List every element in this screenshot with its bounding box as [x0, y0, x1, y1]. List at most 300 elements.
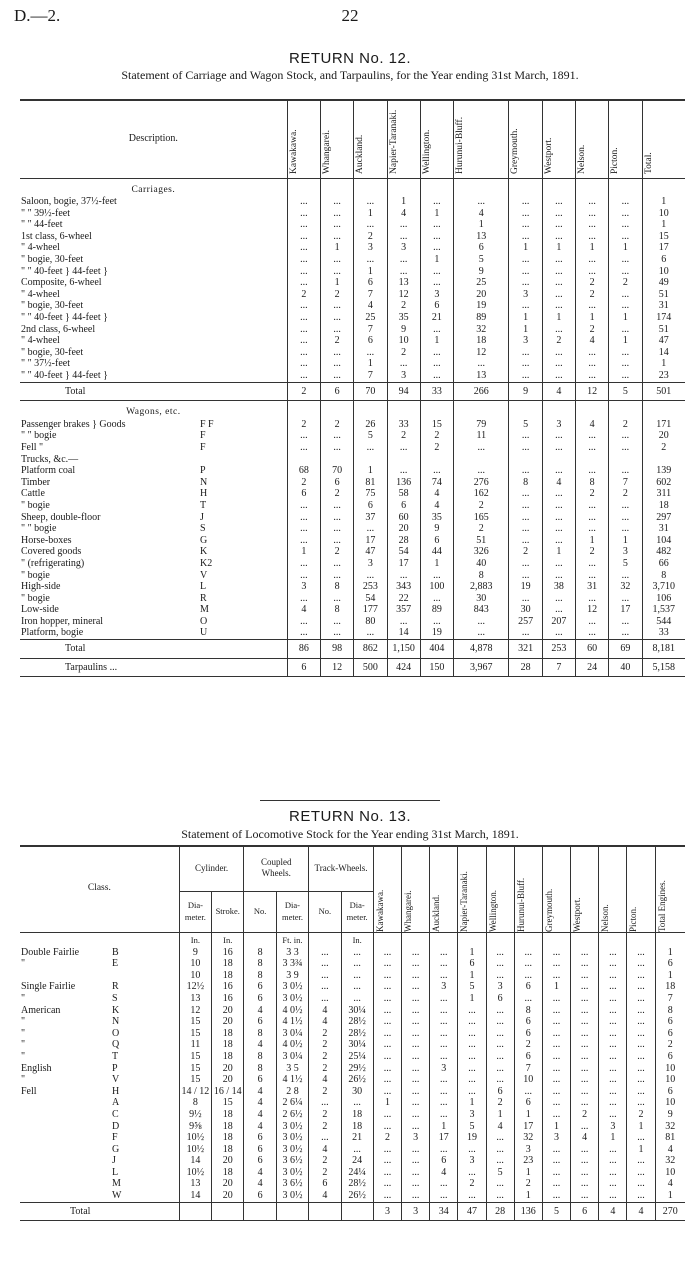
row-value: 2 [627, 1109, 655, 1121]
row-label: Trucks, &c.— [21, 453, 79, 465]
spec-cn: 8 [244, 958, 276, 970]
spec-cd: 15 [179, 1016, 211, 1028]
row-value: 6 [420, 300, 453, 312]
spacer-cell [320, 178, 353, 196]
class-letter: T [112, 1050, 119, 1062]
document-reference: D.—2. [14, 6, 61, 25]
row-value: ... [454, 358, 509, 370]
cyl-diameter-header: Dia-meter. [179, 891, 211, 932]
row-value: 23 [642, 370, 685, 382]
spec-tn: ... [309, 981, 341, 993]
column-header-label: Nelson. [600, 904, 611, 932]
row-value: 2 [420, 442, 453, 454]
row-value: ... [402, 1086, 430, 1098]
total-row [20, 1202, 685, 1221]
row-value: 49 [642, 277, 685, 289]
row-value: ... [571, 1121, 599, 1133]
table-row [20, 570, 685, 582]
row-value: 3 [354, 558, 387, 570]
row-value: 326 [454, 546, 509, 558]
spec-cw: 4 1½ [276, 1016, 308, 1028]
spec-tw: ... [341, 993, 373, 1005]
spec-cs: 20 [212, 1005, 244, 1017]
row-value: ... [430, 1097, 458, 1109]
spacer-cell [542, 933, 570, 947]
row-value: 8 [642, 570, 685, 582]
total-value: 12 [320, 658, 353, 677]
row-value: ... [387, 570, 420, 582]
row-value: ... [430, 1005, 458, 1017]
spacer-cell [599, 933, 627, 947]
spec-tn: 4 [309, 1144, 341, 1156]
track-wheels-header: Track-Wheels. [309, 846, 374, 891]
total-value: 7 [542, 658, 575, 677]
row-value: ... [373, 1144, 401, 1156]
row-value: 1 [599, 1132, 627, 1144]
row-value: 5 [458, 1121, 486, 1133]
row-value: 602 [642, 477, 685, 489]
row-value: ... [354, 570, 387, 582]
row-value: ... [609, 300, 642, 312]
spec-cs: 20 [212, 1074, 244, 1086]
row-value [576, 454, 609, 466]
column-header [454, 100, 509, 178]
row-description [20, 196, 287, 208]
spec-tw: 30 [341, 1086, 373, 1098]
spec-cw: 3 0½ [276, 993, 308, 1005]
row-value: ... [627, 1167, 655, 1179]
row-description [20, 535, 287, 547]
row-value: 17 [609, 604, 642, 616]
row-value: ... [599, 1190, 627, 1202]
row-value: 1 [420, 208, 453, 220]
row-value: 25 [354, 312, 387, 324]
column-header [599, 846, 627, 933]
row-value: 1 [576, 312, 609, 324]
row-value: ... [542, 430, 575, 442]
row-value: ... [354, 442, 387, 454]
row-value: 6 [655, 1051, 685, 1063]
class-name: " [21, 958, 26, 970]
row-value: 2 [320, 419, 353, 431]
row-value: ... [287, 358, 320, 370]
spec-cs: 20 [212, 1155, 244, 1167]
row-value: 32 [655, 1155, 685, 1167]
row-value: ... [287, 242, 320, 254]
table-row [20, 454, 685, 466]
class-letter: M [112, 1178, 121, 1190]
row-value: 17 [354, 535, 387, 547]
row-value: ... [609, 254, 642, 266]
class-name: " [21, 1016, 26, 1028]
table-row [20, 993, 685, 1005]
row-value: ... [576, 442, 609, 454]
total-value: 862 [354, 640, 387, 659]
row-value: 9 [420, 523, 453, 535]
section-heading: Wagons, etc. [126, 407, 181, 418]
row-value: ... [509, 266, 542, 278]
row-value: 6 [430, 1155, 458, 1167]
row-value: ... [373, 947, 401, 959]
row-value: ... [542, 627, 575, 639]
row-value: ... [287, 277, 320, 289]
row-value: ... [373, 1109, 401, 1121]
row-value: ... [420, 277, 453, 289]
total-value: 40 [609, 658, 642, 677]
row-value: ... [542, 535, 575, 547]
table-row [20, 1190, 685, 1202]
spacer-cell [212, 1202, 244, 1221]
row-label: " bogie, 30-feet [21, 346, 84, 358]
row-value: ... [542, 1005, 570, 1017]
row-value: ... [627, 1155, 655, 1167]
class-letter: W [112, 1190, 122, 1202]
row-value: 13 [454, 370, 509, 382]
row-value: ... [609, 616, 642, 628]
row-value: ... [486, 970, 514, 982]
row-value: 311 [642, 488, 685, 500]
cyl-stroke-header: Stroke. [212, 891, 244, 932]
spec-tw: 24 [341, 1155, 373, 1167]
spec-tn: 4 [309, 1190, 341, 1202]
table-row [20, 430, 685, 442]
row-description [20, 358, 287, 370]
spec-cn: 6 [244, 1016, 276, 1028]
row-description [20, 242, 287, 254]
row-value: ... [420, 324, 453, 336]
row-value: ... [571, 1190, 599, 1202]
column-header [576, 100, 609, 178]
spacer-cell [642, 178, 685, 196]
row-value: ... [420, 616, 453, 628]
row-description [20, 627, 287, 639]
row-value: 1 [655, 970, 685, 982]
row-value: 3 [354, 242, 387, 254]
table-row [20, 546, 685, 558]
row-value: 3 [387, 242, 420, 254]
row-value: 2 [609, 419, 642, 431]
spec-cd: 10½ [179, 1144, 211, 1156]
table-row [20, 1086, 685, 1098]
row-value: 1,537 [642, 604, 685, 616]
row-value: ... [509, 277, 542, 289]
row-value: ... [373, 1005, 401, 1017]
row-value: ... [609, 231, 642, 243]
row-value: 7 [655, 993, 685, 1005]
row-value: 51 [454, 535, 509, 547]
row-value: 3 [542, 419, 575, 431]
row-description [20, 370, 287, 382]
unit-cyl-s: In. [212, 933, 244, 947]
column-header-label: Whangarei. [321, 129, 332, 174]
row-label: Covered goods [21, 546, 82, 558]
column-header-label: Wellington. [487, 889, 498, 932]
spec-cw: 3 0¼ [276, 1028, 308, 1040]
spec-tn: 2 [309, 1039, 341, 1051]
spacer-cell [514, 933, 542, 947]
row-value: ... [542, 1086, 570, 1098]
row-value: ... [627, 1028, 655, 1040]
class-name: Double Fairlie [21, 946, 80, 958]
row-value: ... [514, 993, 542, 1005]
row-value: 1 [509, 312, 542, 324]
row-value: 30 [509, 604, 542, 616]
row-value: ... [420, 196, 453, 208]
row-value [354, 454, 387, 466]
spec-cn: 6 [244, 1144, 276, 1156]
row-value: ... [542, 523, 575, 535]
row-value: ... [373, 1086, 401, 1098]
row-value: ... [320, 254, 353, 266]
column-header-label: Kawakawa. [288, 129, 299, 174]
class-letter: E [112, 958, 119, 970]
row-value: 3 [387, 370, 420, 382]
spacer-cell [542, 401, 575, 419]
row-value: 2 [542, 335, 575, 347]
row-value: ... [320, 358, 353, 370]
row-value: ... [542, 196, 575, 208]
row-value: 2 [320, 546, 353, 558]
row-class [20, 1132, 179, 1144]
row-value: ... [287, 616, 320, 628]
track-diameter-header: Dia-meter. [341, 891, 373, 932]
row-value: ... [514, 1086, 542, 1098]
row-value: ... [599, 1178, 627, 1190]
column-header [627, 846, 655, 933]
row-value: ... [287, 312, 320, 324]
row-label: Saloon, bogie, 37½-feet [21, 196, 117, 208]
total-value: 150 [420, 658, 453, 677]
table-row [20, 535, 685, 547]
row-value: 276 [454, 477, 509, 489]
row-value: ... [430, 1190, 458, 1202]
total-value: 6 [571, 1202, 599, 1221]
row-value: 19 [454, 300, 509, 312]
row-value: ... [402, 981, 430, 993]
row-value: ... [576, 570, 609, 582]
row-value: 2 [287, 289, 320, 301]
row-value: 6 [655, 958, 685, 970]
row-value: 1 [320, 242, 353, 254]
total-value: 501 [642, 382, 685, 401]
row-value: ... [402, 1190, 430, 1202]
row-value: ... [627, 1086, 655, 1098]
total-value: 24 [576, 658, 609, 677]
row-value: 7 [609, 477, 642, 489]
row-class [20, 970, 179, 982]
total-value: 94 [387, 382, 420, 401]
column-header [287, 100, 320, 178]
spec-cd: 10 [179, 970, 211, 982]
column-header-label: Whangarei. [403, 890, 414, 932]
row-value: 2 [576, 546, 609, 558]
row-value: 2 [576, 488, 609, 500]
row-value: 11 [454, 430, 509, 442]
row-value: ... [542, 1109, 570, 1121]
spec-cd: 12 [179, 1005, 211, 1017]
spec-tw: 26½ [341, 1074, 373, 1086]
row-class [20, 1016, 179, 1028]
spec-cs: 16 [212, 981, 244, 993]
row-value: ... [420, 347, 453, 359]
row-value: 18 [454, 335, 509, 347]
unit-blank [309, 933, 341, 947]
class-name: Single Fairlie [21, 981, 76, 993]
row-value: 20 [454, 289, 509, 301]
spec-cn: 6 [244, 1155, 276, 1167]
spec-cd: 14 [179, 1155, 211, 1167]
spec-cd: 13 [179, 1178, 211, 1190]
row-value: 3 [542, 1132, 570, 1144]
spacer-cell [341, 1202, 373, 1221]
total-value: 500 [354, 658, 387, 677]
row-value: 3 [287, 581, 320, 593]
row-value: 18 [655, 981, 685, 993]
row-value: 1 [609, 335, 642, 347]
row-value: 4 [420, 488, 453, 500]
row-class [20, 993, 179, 1005]
row-value: ... [402, 1144, 430, 1156]
column-header [655, 846, 685, 933]
row-class-code: G [200, 534, 208, 546]
row-value: 79 [454, 419, 509, 431]
row-value: 26 [354, 419, 387, 431]
row-value: ... [599, 958, 627, 970]
row-value: ... [287, 254, 320, 266]
row-value: ... [373, 1167, 401, 1179]
row-value: 1 [320, 277, 353, 289]
row-value: ... [430, 1178, 458, 1190]
row-value: ... [542, 512, 575, 524]
spec-cs: 18 [212, 1121, 244, 1133]
row-value: ... [576, 558, 609, 570]
row-value: 174 [642, 312, 685, 324]
spec-tn: 2 [309, 1155, 341, 1167]
row-class-code: K2 [200, 557, 213, 569]
row-class-code: S [200, 523, 206, 535]
row-value: ... [609, 347, 642, 359]
row-value: 2 [287, 477, 320, 489]
row-value: 20 [387, 523, 420, 535]
row-value: ... [486, 1005, 514, 1017]
row-label: Iron hopper, mineral [21, 615, 104, 627]
column-header [542, 100, 575, 178]
row-class [20, 1144, 179, 1156]
spacer-cell [179, 1202, 211, 1221]
row-value: ... [486, 1144, 514, 1156]
spec-cw: 3 0½ [276, 1121, 308, 1133]
row-value: 357 [387, 604, 420, 616]
row-class [20, 1178, 179, 1190]
table-row [20, 477, 685, 489]
table-row [20, 277, 685, 289]
row-value: ... [542, 208, 575, 220]
class-letter: R [112, 981, 119, 993]
spec-cd: 9 [179, 947, 211, 959]
column-header [542, 846, 570, 933]
row-class [20, 981, 179, 993]
total-value: 4,878 [454, 640, 509, 659]
row-value: ... [576, 347, 609, 359]
row-value: 6 [514, 1051, 542, 1063]
spec-cn: 6 [244, 981, 276, 993]
row-value: 1 [627, 1144, 655, 1156]
row-value: 8 [509, 477, 542, 489]
row-value: 6 [514, 981, 542, 993]
row-value: ... [387, 254, 420, 266]
row-value: ... [576, 266, 609, 278]
row-value: ... [287, 442, 320, 454]
row-value: ... [542, 570, 575, 582]
row-value: ... [430, 1039, 458, 1051]
row-value: ... [430, 1074, 458, 1086]
row-value: ... [627, 1178, 655, 1190]
table-row [20, 558, 685, 570]
spec-cd: 11 [179, 1039, 211, 1051]
row-value: ... [402, 1016, 430, 1028]
row-value: ... [609, 208, 642, 220]
total-value: 34 [430, 1202, 458, 1221]
column-header-label: Picton. [628, 906, 639, 932]
row-value: 165 [454, 512, 509, 524]
spec-tw: ... [341, 981, 373, 993]
total-value: 270 [655, 1202, 685, 1221]
row-value: 136 [387, 477, 420, 489]
class-name: " [21, 1050, 26, 1062]
row-description [20, 546, 287, 558]
row-value: 297 [642, 512, 685, 524]
table-row [20, 1178, 685, 1190]
row-value: 1 [354, 266, 387, 278]
spec-cw: 3 6½ [276, 1155, 308, 1167]
row-value: ... [571, 1074, 599, 1086]
table-row [20, 593, 685, 605]
row-value: 1 [373, 1097, 401, 1109]
row-value: 100 [420, 581, 453, 593]
row-value: 1 [458, 947, 486, 959]
row-value: 8 [514, 1005, 542, 1017]
row-value: 3 [430, 1063, 458, 1075]
row-value: 54 [387, 546, 420, 558]
row-value: ... [373, 1178, 401, 1190]
row-value: ... [420, 231, 453, 243]
row-class-code: K [200, 546, 208, 558]
row-value: ... [542, 231, 575, 243]
row-value: 6 [514, 1028, 542, 1040]
column-header [373, 846, 401, 933]
row-value: 51 [642, 324, 685, 336]
spec-tw: ... [341, 958, 373, 970]
spacer-cell [627, 933, 655, 947]
row-value: ... [287, 324, 320, 336]
row-value: ... [571, 1086, 599, 1098]
return-13-title: RETURN No. 13. [288, 808, 412, 825]
row-value: ... [627, 1132, 655, 1144]
row-value: ... [576, 358, 609, 370]
row-class-code: P [200, 465, 206, 477]
row-value: ... [609, 512, 642, 524]
spec-tn: ... [309, 970, 341, 982]
class-letter: D [112, 1120, 120, 1132]
row-description [20, 300, 287, 312]
row-class-code: M [200, 604, 209, 616]
row-label: Cattle [21, 488, 45, 500]
row-value: ... [599, 981, 627, 993]
spec-tn: ... [309, 1097, 341, 1109]
row-value: ... [320, 430, 353, 442]
row-value: 89 [420, 604, 453, 616]
row-value: 2 [458, 1178, 486, 1190]
